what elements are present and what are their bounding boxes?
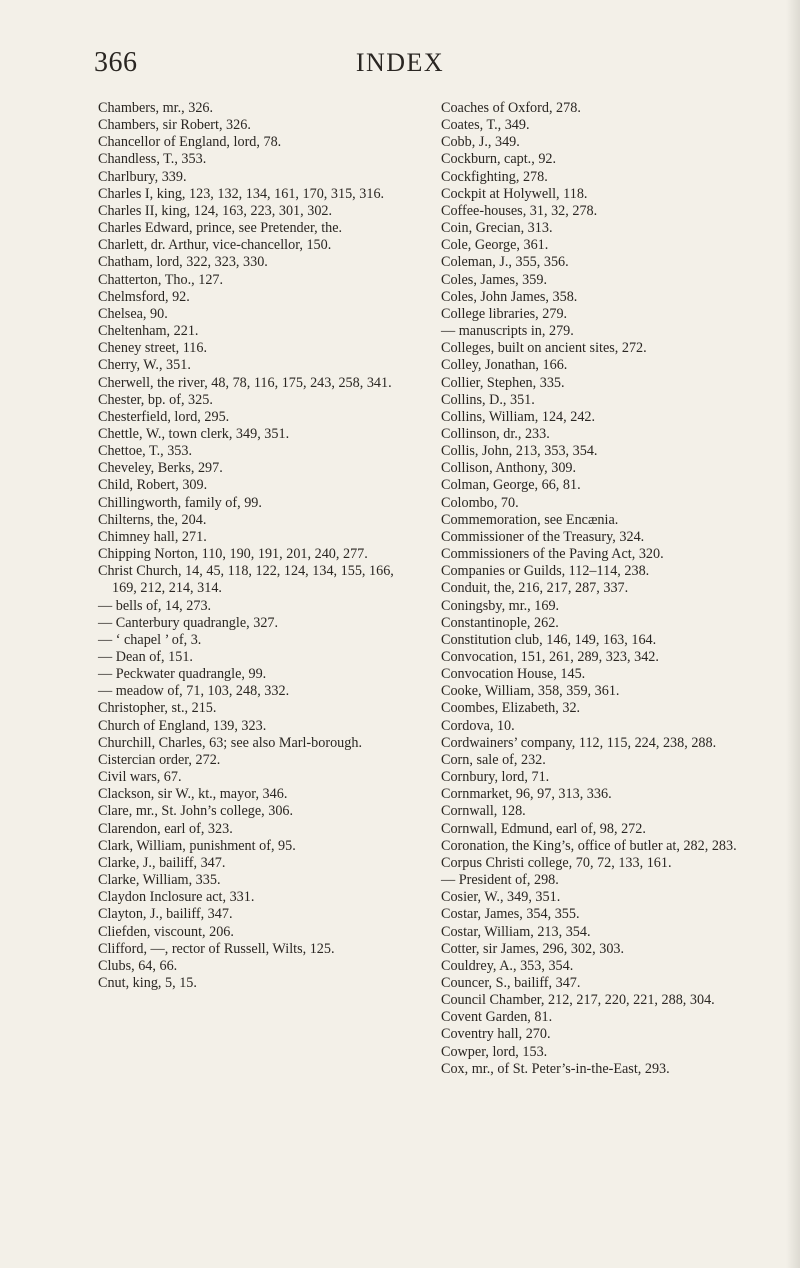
index-entry: Charles Edward, prince, see Pretender, the.	[98, 220, 343, 237]
index-entry: Councer, S., bailiff, 347.	[441, 974, 581, 991]
index-entry: Colman, George, 66, 81.	[441, 477, 581, 494]
index-entry: Clifford, —, rector of Russell, Wilts, 125.	[98, 940, 335, 957]
index-entry: Cockfighting, 278.	[441, 168, 548, 185]
index-entry: Chester, bp. of, 325.	[98, 391, 213, 408]
index-entry: Cliefden, viscount, 206.	[98, 923, 234, 940]
index-entry: Collier, Stephen, 335.	[441, 374, 565, 391]
index-entry: Clark, William, punishment of, 95.	[98, 837, 296, 854]
index-entry: Clubs, 64, 66.	[98, 957, 178, 974]
index-entry: — Dean of, 151.	[98, 649, 193, 665]
index-entry: Charles II, king, 124, 163, 223, 301, 302.	[98, 202, 333, 219]
index-entry: Chatham, lord, 322, 323, 330.	[98, 254, 268, 271]
index-entry: Council Chamber, 212, 217, 220, 221, 288, 304.	[441, 992, 715, 1009]
index-entry: Collis, John, 213, 353, 354.	[441, 443, 598, 460]
index-entry: Corn, sale of, 232.	[441, 751, 546, 768]
index-entry: Commissioners of the Paving Act, 320.	[441, 546, 664, 563]
index-entry: — bells of, 14, 273.	[98, 597, 212, 614]
index-entry: Christopher, st., 215.	[98, 700, 217, 717]
index-entry: Chambers, mr., 326.	[98, 100, 214, 116]
index-entry: Cherry, W., 351.	[98, 357, 191, 374]
index-entry: Chilterns, the, 204.	[98, 511, 207, 528]
index-entry: Charlett, dr. Arthur, vice-chancellor, 150.	[98, 237, 332, 254]
index-entry: Colley, Jonathan, 166.	[441, 357, 568, 374]
index-entry: Christ Church, 14, 45, 118, 122, 124, 134, 155, 166, 169, 212, 214, 314.	[98, 563, 394, 597]
index-entry: Coles, James, 359.	[441, 271, 548, 288]
index-entry: Collinson, dr., 233.	[441, 425, 550, 442]
index-entry: Cobb, J., 349.	[441, 134, 520, 151]
index-entry: — ‘ chapel ’ of, 3.	[98, 631, 202, 648]
index-entry: Cistercian order, 272.	[98, 751, 221, 768]
index-entry: Constantinople, 262.	[441, 614, 559, 631]
index-entry: Companies or Guilds, 112–114, 238.	[441, 563, 650, 580]
index-entry: Cornwall, Edmund, earl of, 98, 272.	[441, 820, 646, 837]
index-entry: Clarke, J., bailiff, 347.	[98, 854, 226, 871]
index-entry: College libraries, 279.	[441, 305, 568, 322]
index-entry: Claydon Inclosure act, 331.	[98, 889, 255, 906]
index-entry: Cockburn, capt., 92.	[441, 151, 557, 168]
page-edge-shadow	[786, 0, 800, 1268]
index-entry: Cordova, 10.	[441, 717, 515, 734]
index-entry: Chimney hall, 271.	[98, 528, 207, 545]
index-entry: Coombes, Elizabeth, 32.	[441, 700, 581, 717]
index-entry: Cowper, lord, 153.	[441, 1043, 548, 1060]
index-entry: Clackson, sir W., kt., mayor, 346.	[98, 786, 288, 803]
index-entry: Cockpit at Holywell, 118.	[441, 185, 588, 202]
index-entry: Cordwainers’ company, 112, 115, 224, 238, 288.	[441, 734, 717, 751]
index-entry: Commissioner of the Treasury, 324.	[441, 528, 645, 545]
index-entry: Clayton, J., bailiff, 347.	[98, 906, 233, 923]
index-entry: Collison, Anthony, 309.	[441, 460, 577, 477]
index-entry: Corpus Christi college, 70, 72, 133, 161.	[441, 854, 672, 871]
index-entry: — manuscripts in, 279.	[441, 323, 574, 340]
index-entry: Colombo, 70.	[441, 494, 519, 511]
index-entry: Coates, T., 349.	[441, 117, 530, 134]
page-number: 366	[94, 47, 138, 78]
index-entry: Couldrey, A., 353, 354.	[441, 957, 574, 974]
index-entry: Convocation, 151, 261, 289, 323, 342.	[441, 649, 659, 665]
index-entry: Collins, D., 351.	[441, 391, 535, 408]
index-entry: Clare, mr., St. John’s college, 306.	[98, 803, 294, 820]
index-entry: Cheney street, 116.	[98, 340, 208, 357]
index-entry: Costar, William, 213, 354.	[441, 923, 591, 940]
index-entry: Cornmarket, 96, 97, 313, 336.	[441, 786, 612, 803]
index-entry: Cornwall, 128.	[441, 803, 526, 820]
index-entry: Charlbury, 339.	[98, 168, 187, 185]
index-entry: Collins, William, 124, 242.	[441, 408, 596, 425]
index-entry: Chelmsford, 92.	[98, 288, 190, 305]
index-entry: Chettle, W., town clerk, 349, 351.	[98, 425, 290, 442]
index-entry: Cheltenham, 221.	[98, 323, 199, 340]
index-entry: Costar, James, 354, 355.	[441, 906, 580, 923]
index-entry: Cooke, William, 358, 359, 361.	[441, 683, 620, 700]
index-column-right	[441, 100, 771, 1078]
index-entry: Coronation, the King’s, office of butler at, 282, 283.	[441, 837, 737, 854]
index-entry: Cotter, sir James, 296, 302, 303.	[441, 940, 625, 957]
index-entry: Conduit, the, 216, 217, 287, 337.	[441, 580, 629, 597]
index-entry: Chandless, T., 353.	[98, 151, 207, 168]
index-entry: Church of England, 139, 323.	[98, 717, 267, 734]
index-entry: Clarke, William, 335.	[98, 872, 221, 889]
running-head: INDEX	[355, 48, 445, 77]
index-entry: Chillingworth, family of, 99.	[98, 494, 262, 511]
index-entry: — President of, 298.	[441, 872, 559, 889]
index-entry: Coventry hall, 270.	[441, 1026, 551, 1043]
index-entry: Covent Garden, 81.	[441, 1009, 553, 1026]
index-entry: — Peckwater quadrangle, 99.	[98, 666, 267, 683]
index-entry: Civil wars, 67.	[98, 769, 182, 786]
index-entry: Constitution club, 146, 149, 163, 164.	[441, 631, 657, 648]
index-entry: Colleges, built on ancient sites, 272.	[441, 340, 647, 357]
index-entry: Clarendon, earl of, 323.	[98, 820, 233, 837]
index-entry: Cherwell, the river, 48, 78, 116, 175, 243, 258, 341.	[98, 374, 392, 391]
index-column-left	[98, 100, 416, 992]
index-entry: Charles I, king, 123, 132, 134, 161, 170, 315, 316.	[98, 185, 385, 202]
index-entry: — Canterbury quadrangle, 327.	[98, 614, 279, 631]
index-entry: Churchill, Charles, 63; see also Marl-borough.	[98, 734, 362, 751]
index-entry: Cox, mr., of St. Peter’s-in-the-East, 293.	[441, 1060, 670, 1077]
index-entry: Coleman, J., 355, 356.	[441, 254, 569, 271]
index-entry: Cosier, W., 349, 351.	[441, 889, 561, 906]
index-entry: Child, Robert, 309.	[98, 477, 208, 494]
index-entry: Coffee-houses, 31, 32, 278.	[441, 202, 598, 219]
index-entry: Chipping Norton, 110, 190, 191, 201, 240, 277.	[98, 546, 368, 563]
index-entry: Coin, Grecian, 313.	[441, 220, 553, 237]
index-entry: Commemoration, see Encænia.	[441, 511, 619, 528]
index-entry: Chambers, sir Robert, 326.	[98, 117, 251, 134]
index-entry: Chettoe, T., 353.	[98, 443, 193, 460]
index-entry: Coles, John James, 358.	[441, 288, 578, 305]
index-entry: Cnut, king, 5, 15.	[98, 974, 197, 991]
index-entry: Chelsea, 90.	[98, 305, 168, 322]
index-entry: Chancellor of England, lord, 78.	[98, 134, 282, 151]
index-entry: Chesterfield, lord, 295.	[98, 408, 230, 425]
index-entry: Cornbury, lord, 71.	[441, 769, 550, 786]
index-entry: Cole, George, 361.	[441, 237, 549, 254]
index-entry: Convocation House, 145.	[441, 666, 586, 683]
index-entry: Chatterton, Tho., 127.	[98, 271, 224, 288]
index-entry: Cheveley, Berks, 297.	[98, 460, 223, 477]
index-entry: Coningsby, mr., 169.	[441, 597, 560, 614]
index-entry: Coaches of Oxford, 278.	[441, 100, 581, 116]
index-entry: — meadow of, 71, 103, 248, 332.	[98, 683, 290, 700]
page-header	[94, 46, 706, 86]
